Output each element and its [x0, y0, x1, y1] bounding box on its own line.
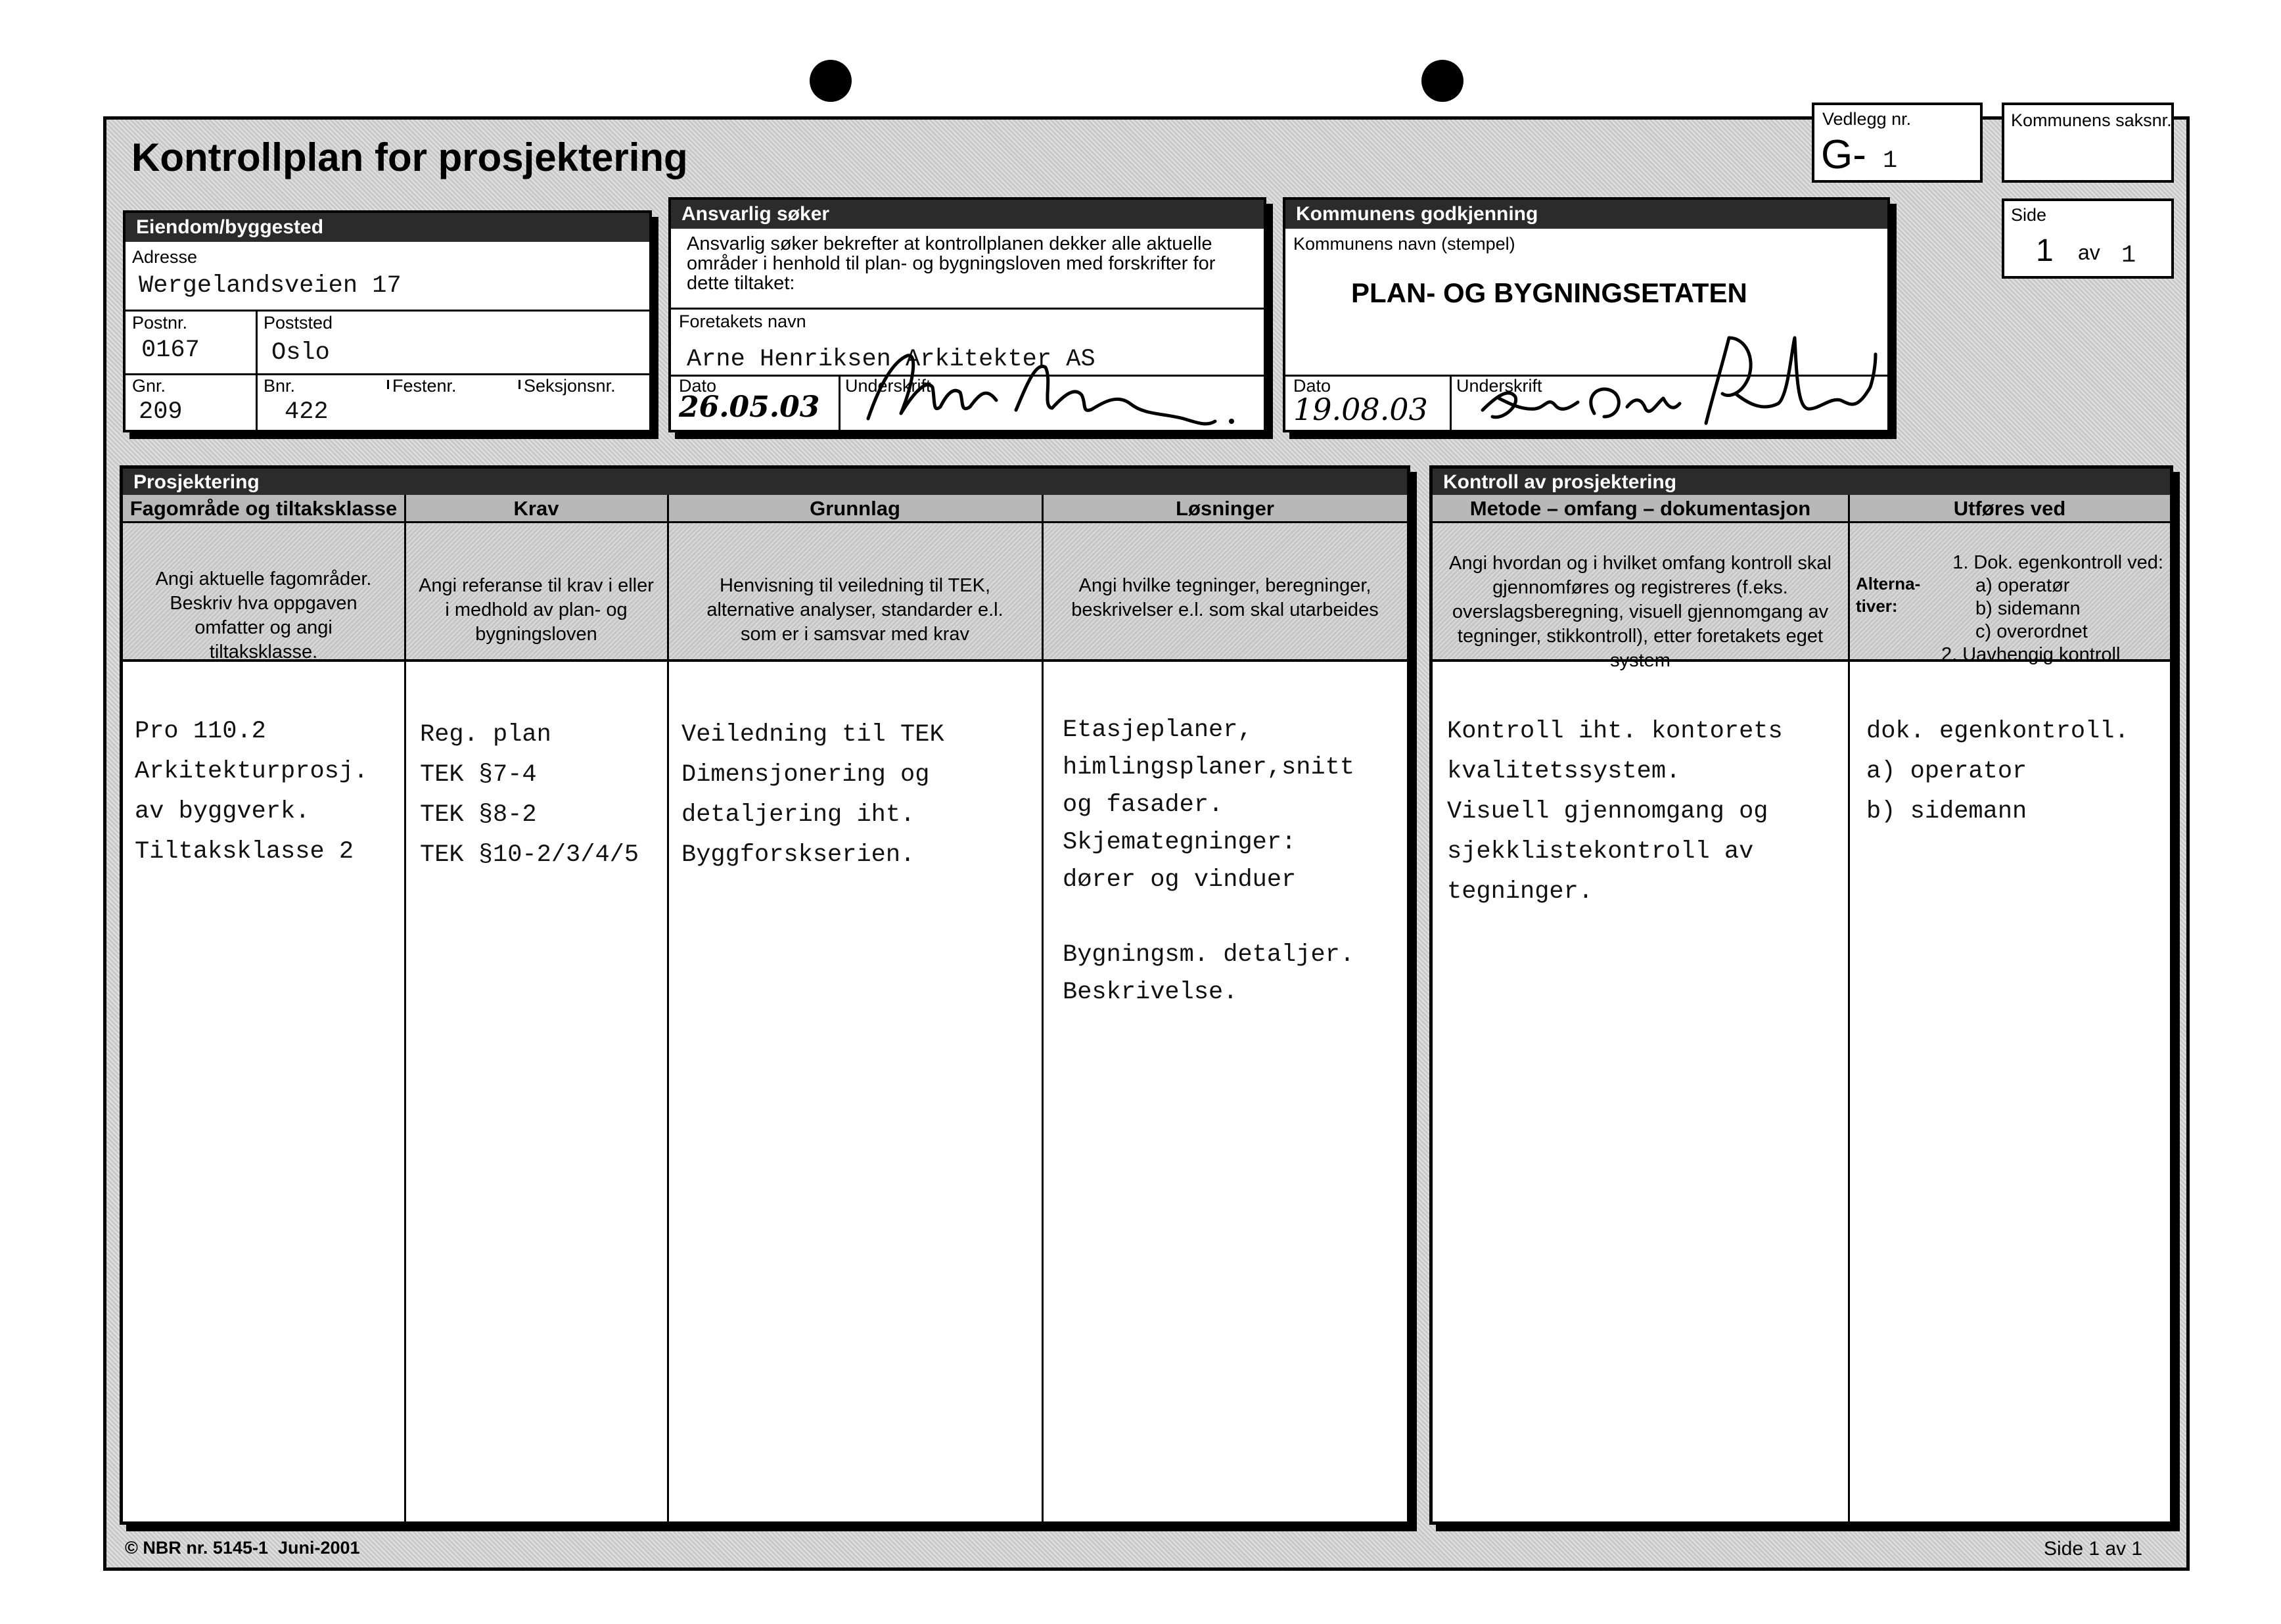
- soker-signature: [855, 341, 1249, 433]
- adresse-value: Wergelandsveien 17: [139, 272, 402, 300]
- poststed-value: Oslo: [271, 339, 330, 367]
- kontroll-table: [1429, 465, 2173, 1525]
- soker-underskrift-label: Underskrift: [845, 376, 931, 396]
- side-label: Side: [2011, 205, 2047, 225]
- kommune-signature: [1463, 325, 1883, 433]
- divider: [1433, 521, 2170, 523]
- vedlegg-prefix: G-: [1821, 132, 1866, 177]
- vedlegg-label: Vedlegg nr.: [1822, 109, 1912, 129]
- side-box: [2002, 198, 2174, 279]
- divider: [256, 373, 258, 432]
- options-list: [1919, 551, 2163, 666]
- column-divider: [667, 495, 669, 1521]
- eiendom-section: [123, 210, 652, 432]
- gnr-value: 209: [139, 398, 183, 426]
- column-title-metode: Metode – omfang – dokumentasjon: [1469, 497, 1811, 520]
- divider: [518, 380, 520, 389]
- divider: [839, 375, 841, 432]
- soker-header: Ansvarlig søker: [671, 200, 1264, 229]
- foretak-value: Arne Henriksen Arkitekter AS: [687, 346, 1095, 373]
- option-item: b) sidemann: [1975, 598, 2081, 619]
- side-total: 1: [2121, 242, 2136, 269]
- divider: [1450, 375, 1452, 432]
- bnr-label: Bnr.: [264, 376, 296, 396]
- column-title-krav: Krav: [513, 497, 559, 520]
- divider: [387, 380, 389, 389]
- festenr-label: Festenr.: [392, 376, 457, 396]
- column-divider: [1042, 495, 1044, 1521]
- punch-hole-left: [810, 60, 852, 102]
- option-item: a) operatør: [1975, 575, 2070, 596]
- form-title: Kontrollplan for prosjektering: [131, 135, 688, 179]
- column-entry-grunnlag: Veiledning til TEK Dimensjonering og detaljering iht. Byggforskserien.: [681, 721, 944, 869]
- column-entry-krav: Reg. plan TEK §7-4 TEK §8-2 TEK §10-2/3/4/5: [420, 721, 639, 869]
- kommune-dato-value: 19.08.03: [1293, 392, 1428, 427]
- poststed-label: Poststed: [264, 313, 333, 333]
- postnr-label: Postnr.: [132, 313, 188, 333]
- column-guide-fagomrade: Angi aktuelle fagområder. Beskriv hva oppgaven omfatter og angi tiltaksklasse.: [155, 568, 372, 662]
- vedlegg-number: 1: [1883, 147, 1898, 175]
- foretak-label: Foretakets navn: [679, 312, 806, 331]
- option-item: 1. Dok. egenkontroll ved:: [1952, 552, 2163, 573]
- punch-hole-right: [1421, 60, 1463, 102]
- column-guide-grunnlag: Henvisning til veiledning til TEK, alternative analyser, standarder e.l. som er i samsvar med krav: [706, 575, 1003, 645]
- column-title-grunnlag: Grunnlag: [810, 497, 900, 520]
- divider: [123, 521, 1407, 523]
- column-entry-fagomrade: Pro 110.2 Arkitekturprosj. av byggverk. Tiltaksklasse 2: [135, 718, 369, 866]
- divider: [126, 373, 649, 375]
- kontroll-header: Kontroll av prosjektering: [1433, 469, 2170, 495]
- column-entry-metode: Kontroll iht. kontorets kvalitetssystem. Visuell gjennomgang og sjekklistekontroll av tegninger.: [1447, 718, 1783, 906]
- column-divider: [1848, 495, 1850, 1521]
- side-of: av: [2078, 241, 2100, 264]
- seksjonsnr-label: Seksjonsnr.: [524, 376, 616, 396]
- side-page: 1: [2036, 233, 2054, 268]
- column-title-losninger: Løsninger: [1176, 497, 1274, 520]
- column-guide-losninger: Angi hvilke tegninger, beregninger, beskrivelser e.l. som skal utarbeides: [1071, 575, 1379, 620]
- prosjektering-table: [120, 465, 1410, 1525]
- divider: [671, 308, 1264, 310]
- soker-statement: Ansvarlig søker bekrefter at kontrollplanen dekker alle aktuelle områder i henhold til plan- og bygningsloven med forskrifter for dette tiltaket:: [687, 233, 1216, 294]
- column-entry-losninger: Etasjeplaner, himlingsplaner,snitt og fasader. Skjemategninger: dører og vinduer Bygningsm. detaljer. Beskrivelse.: [1063, 716, 1355, 1006]
- kommune-navn-label: Kommunens navn (stempel): [1293, 234, 1515, 254]
- saksnr-box: [2002, 103, 2174, 183]
- column-title-fagomrade: Fagområde og tiltaksklasse: [129, 497, 398, 520]
- alternativer-label: Alterna- tiver:: [1856, 574, 1921, 616]
- kommune-section: [1283, 197, 1890, 432]
- saksnr-label: Kommunens saksnr.: [2011, 110, 2172, 130]
- soker-section: [668, 197, 1266, 432]
- kommune-header: Kommunens godkjenning: [1285, 200, 1887, 229]
- soker-dato-value: 26.05.03: [679, 390, 820, 424]
- column-guide-metode: Angi hvordan og i hvilket omfang kontroll skal gjennomføres og registreres (f.eks. overslagsberegning, visuell gjennomgang av tegninger, stikkontroll), etter foretakets eget system: [1449, 553, 1832, 671]
- column-divider: [404, 495, 406, 1521]
- adresse-label: Adresse: [132, 247, 198, 267]
- divider: [256, 310, 258, 373]
- kommune-stempel: PLAN- OG BYGNINGSETATEN: [1351, 277, 1747, 308]
- gnr-label: Gnr.: [132, 376, 166, 396]
- soker-dato-label: Dato: [679, 376, 717, 396]
- footer-copyright: © NBR nr. 5145-1 Juni-2001: [125, 1538, 360, 1558]
- bnr-value: 422: [285, 398, 329, 426]
- eiendom-header: Eiendom/byggested: [126, 213, 649, 242]
- divider: [126, 310, 649, 312]
- kommune-dato-label: Dato: [1293, 376, 1331, 396]
- postnr-value: 0167: [141, 336, 200, 364]
- column-title-utfores-ved: Utføres ved: [1953, 497, 2066, 520]
- option-item: c) overordnet: [1975, 621, 2088, 642]
- kommune-underskrift-label: Underskrift: [1456, 376, 1542, 396]
- footer-page: Side 1 av 1: [2044, 1538, 2143, 1560]
- prosjektering-header: Prosjektering: [123, 469, 1407, 495]
- option-item: 2. Uavhengig kontroll: [1941, 644, 2121, 665]
- column-entry-utfores-ved: dok. egenkontroll. a) operator b) sidemann: [1866, 718, 2129, 825]
- vedlegg-box: [1812, 103, 1983, 183]
- column-guide-krav: Angi referanse til krav i eller i medhold av plan- og bygningsloven: [419, 575, 654, 645]
